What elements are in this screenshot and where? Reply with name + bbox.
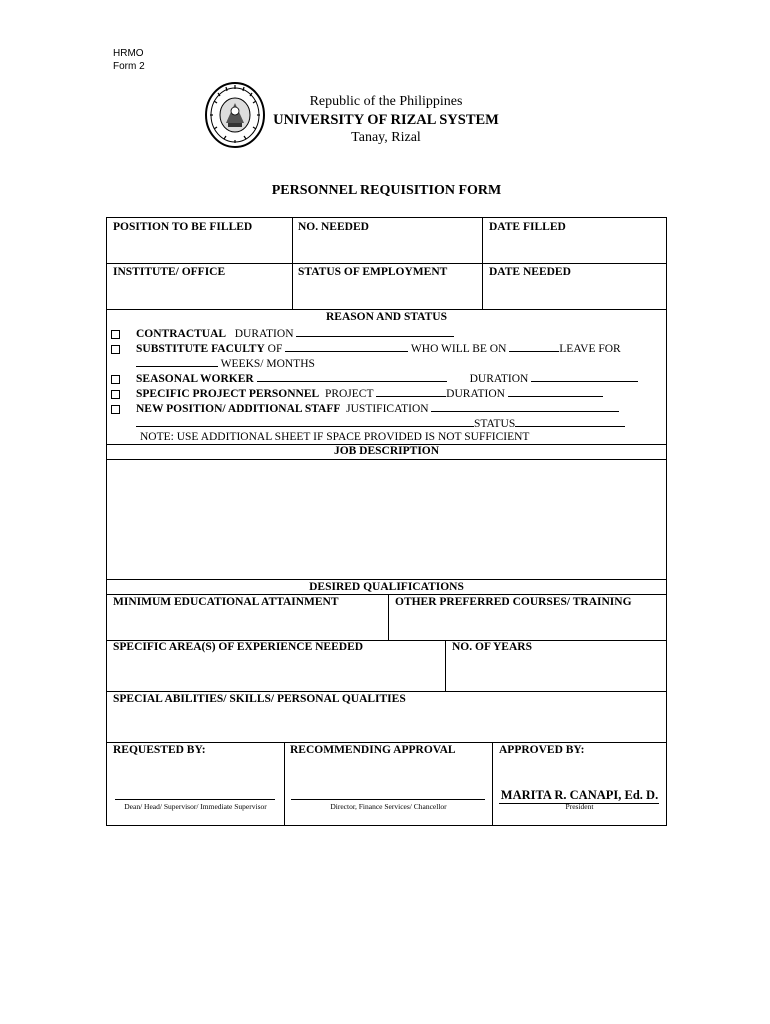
of-label: OF (267, 343, 283, 355)
years-field[interactable] (446, 641, 666, 691)
abilities-label: SPECIAL ABILITIES/ SKILLS/ PERSONAL QUALITIES (113, 693, 406, 705)
form-number: Form 2 (113, 61, 145, 72)
requested-by-label: REQUESTED BY: (113, 744, 206, 756)
date-needed-field[interactable] (483, 264, 666, 309)
no-needed-label: NO. NEEDED (298, 221, 369, 233)
date-filled-label: DATE FILLED (489, 221, 566, 233)
requisition-form (106, 217, 667, 826)
reason-status-heading: REASON AND STATUS (326, 311, 447, 323)
seasonal-duration-label: DURATION (469, 373, 529, 385)
status-employment-label: STATUS OF EMPLOYMENT (298, 266, 448, 278)
divider (107, 309, 666, 310)
substitute-of-blank[interactable] (285, 341, 408, 352)
approved-caption: President (565, 802, 594, 811)
requested-caption: Dean/ Head/ Supervisor/ Immediate Supervisor (124, 802, 267, 811)
university-seal-icon (204, 81, 266, 149)
justification-continued-blank[interactable] (136, 416, 474, 427)
weeks-months-label: WEEKS/ MONTHS (220, 358, 315, 370)
institute-office-field[interactable] (107, 264, 292, 309)
min-education-field[interactable] (107, 595, 388, 640)
date-filled-field[interactable] (483, 218, 666, 263)
position-field[interactable] (107, 218, 292, 263)
min-education-label: MINIMUM EDUCATIONAL ATTAINMENT (113, 596, 339, 608)
republic-line: Republic of the Philippines (309, 94, 463, 109)
specific-project-checkbox[interactable] (111, 390, 120, 399)
contractual-checkbox[interactable] (111, 330, 120, 339)
years-label: NO. OF YEARS (452, 641, 532, 653)
specific-project-label: SPECIFIC PROJECT PERSONNEL (136, 388, 320, 400)
recommending-approval-label: RECOMMENDING APPROVAL (290, 744, 456, 756)
approver-name: MARITA R. CANAPI, Ed. D. (500, 788, 659, 802)
project-label: PROJECT (324, 388, 374, 400)
university-name: UNIVERSITY OF RIZAL SYSTEM (273, 112, 499, 128)
experience-label: SPECIFIC AREA(S) OF EXPERIENCE NEEDED (113, 641, 364, 653)
new-position-checkbox[interactable] (111, 405, 120, 414)
seasonal-blank[interactable] (257, 371, 447, 382)
substitute-checkbox[interactable] (111, 345, 120, 354)
justification-label: JUSTIFICATION (346, 403, 429, 415)
campus-location: Tanay, Rizal (351, 130, 421, 145)
form-title: PERSONNEL REQUISITION FORM (271, 183, 502, 198)
other-courses-field[interactable] (389, 595, 666, 640)
note-text: NOTE: USE ADDITIONAL SHEET IF SPACE PROVIDED IS NOT SUFFICIENT (140, 431, 530, 443)
status-label: STATUS (474, 418, 516, 430)
divider (107, 742, 666, 743)
date-needed-label: DATE NEEDED (489, 266, 571, 278)
institution-header (270, 93, 502, 147)
no-needed-field[interactable] (293, 218, 482, 263)
position-field-label: POSITION TO BE FILLED (113, 221, 253, 233)
weeks-months-blank[interactable] (136, 356, 218, 367)
status-blank[interactable] (515, 416, 625, 427)
contractual-label: CONTRACTUAL (136, 328, 227, 340)
recommending-signature-line[interactable] (291, 799, 485, 800)
project-duration-blank[interactable] (508, 386, 603, 397)
substitute-label: SUBSTITUTE FACULTY (136, 343, 265, 355)
institute-office-label: INSTITUTE/ OFFICE (113, 266, 226, 278)
qualifications-heading: DESIRED QUALIFICATIONS (309, 581, 464, 593)
duration-label: DURATION (234, 328, 294, 340)
office-code: HRMO (113, 48, 144, 59)
leave-type-blank[interactable] (509, 341, 559, 352)
approved-by-label: APPROVED BY: (499, 744, 585, 756)
contractual-duration-blank[interactable] (296, 326, 454, 337)
experience-field[interactable] (107, 641, 445, 691)
status-employment-field[interactable] (293, 264, 482, 309)
abilities-field[interactable] (107, 692, 666, 742)
justification-blank[interactable] (431, 401, 619, 412)
seasonal-checkbox[interactable] (111, 375, 120, 384)
job-description-area[interactable] (107, 460, 666, 579)
other-courses-label: OTHER PREFERRED COURSES/ TRAINING (395, 596, 632, 608)
divider (107, 579, 666, 580)
seasonal-label: SEASONAL WORKER (136, 373, 254, 385)
divider (284, 742, 285, 826)
new-position-label: NEW POSITION/ ADDITIONAL STAFF (136, 403, 341, 415)
seasonal-duration-blank[interactable] (531, 371, 638, 382)
divider (492, 742, 493, 826)
requested-signature-line[interactable] (115, 799, 275, 800)
recommending-caption: Director, Finance Services/ Chancellor (330, 802, 447, 811)
project-duration-label: DURATION (446, 388, 505, 400)
project-blank[interactable] (376, 386, 446, 397)
leave-for-label: LEAVE FOR (559, 343, 621, 355)
form-code-block (113, 47, 145, 73)
who-will-be-on-label: WHO WILL BE ON (410, 343, 507, 355)
job-description-heading: JOB DESCRIPTION (333, 445, 440, 457)
